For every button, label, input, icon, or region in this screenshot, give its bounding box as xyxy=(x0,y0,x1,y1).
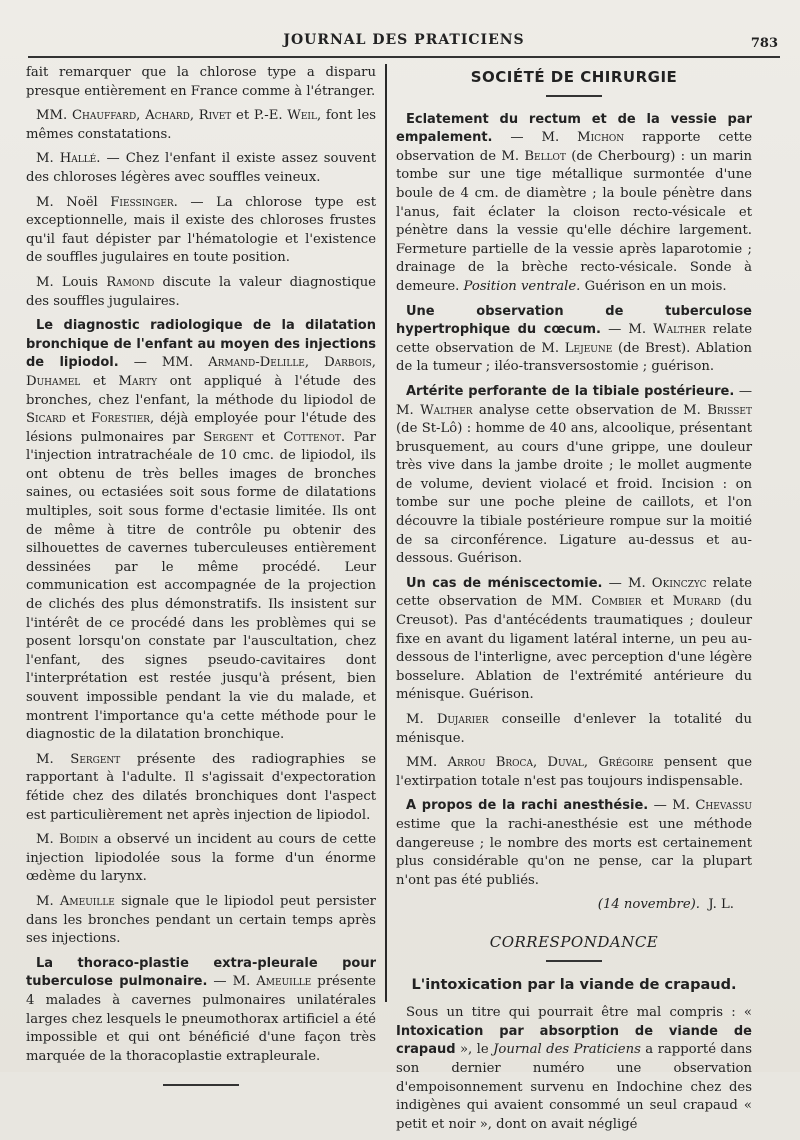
right-column xyxy=(396,64,752,1140)
article-arterite: Artérite perforante de la tibiale postérieure. — M. Walther analyse cette observation de M. Brisset (de St-Lô) : homme de 40 ans, alcoolique, présentant brusquement, au cours d'une grippe, une douleur très vive dans la jambe droite ; le mollet augmente de volume, devient violacé et froid. Incision : on tombe sur une poche pleine de caillots, et l'on découvre la tibiale postérieure rompue sur la moitié de sa circonférence. Ligature au-dessus et au-dessous. Guérison. xyxy=(396,383,753,567)
article-rachi: A propos de la rachi anesthésie. — M. Chevassu estime que la rachi-anesthésie est une méthode dangereuse ; le nombre des morts est certainement plus considérable qu'on ne pense, car la plupart n'ont pas été publiés. xyxy=(396,798,752,888)
journal-title: JOURNAL DES PRATICIENS xyxy=(283,32,525,48)
article-heading: La thoraco-plastie extra-pleurale pour tuberculose pulmonaire. xyxy=(26,955,376,990)
paragraph: M. Boidin a observé un incident au cours de cette injection lipiodolée sous la forme d'un énorme œdème du larynx. xyxy=(26,832,376,885)
section-rule xyxy=(546,960,602,962)
article-thoracoplastie: La thoraco-plastie extra-pleurale pour tuberculose pulmonaire. — M. Ameuille présente 4 malades à cavernes pulmonaires unilatérales larges chez lesquels le pneumothorax artificiel a été impossible et qui ont bénéficié d'une façon très marquée de la thoracoplastie extrapleurale. xyxy=(26,955,376,1064)
article-eclatement: Eclatement du rectum et de la vessie par empalement. — M. Michon rapporte cette observation de M. Bellot (de Cherbourg) : un marin tombe sur une tige métallique surmontée d'une boule de 4 cm. de diamètre ; la boule pénètre dans l'anus, fait éclater la cloison recto-vésicale et pénètre dans la vessie qu'elle déchire largement. Fermeture partielle de la vessie après laparotomie ; drainage de la brèche recto-vésicale. Sonde à demeure. Position ventrale. Guérison en un mois. xyxy=(396,111,752,294)
paragraph: Sous un titre qui pourrait être mal compris : « Intoxication par absorption de viande de crapaud », le Journal des Praticiens a rapporté dans son dernier numéro une observation d'empoisonnement survenu en Indochine chez des indigènes qui avaient consommé un seul crapaud « petit et noir », dont on avait négligé xyxy=(396,1005,752,1132)
article-heading: A propos de la rachi anesthésie. xyxy=(406,798,649,814)
paragraph: M. Hallé. — Chez l'enfant il existe assez souvent des chloroses légères avec souffles veineux. xyxy=(26,151,377,185)
paragraph: M. Louis Ramond discute la valeur diagnostique des souffles jugulaires. xyxy=(26,274,376,309)
article-heading: Le diagnostic radiologique de la dilatation bronchique de l'enfant au moyen des injections de lipiodol. xyxy=(26,318,376,371)
article-meniscectomie: Un cas de méniscectomie. — M. Okinczyc relate cette observation de MM. Combier et Murard (du Creusot). Pas d'antécédents traumatiques ; douleur fixe en avant du ligament latéral interne, un peu au-dessous de l'interligne, avec perception d'une légère bosselure. Ablation de l'extrémité antérieure du ménisque. Guérison. xyxy=(396,575,753,703)
correspondance-subtitle: L'intoxication par la viande de crapaud. xyxy=(411,976,737,993)
article-heading: Artérite perforante de la tibiale postérieure. xyxy=(406,383,735,399)
paragraph: fait remarquer que la chlorose type a disparu presque entièrement en France comme à l'étranger. xyxy=(26,65,376,99)
section-title: SOCIÉTÉ DE CHIRURGIE xyxy=(470,68,678,86)
report-signature: (14 novembre). J. L. xyxy=(597,897,734,913)
column-divider xyxy=(385,64,387,1002)
paragraph: MM. Arrou Broca, Duval, Grégoire pensent que l'extirpation totale n'est pas toujours indispensable. xyxy=(396,755,753,789)
paragraph: M. Sergent présente des radiographies se rapportant à l'adulte. Il s'agissait d'expectoration fétide chez des dilatés bronchiques dont l'aspect est particulièrement net après injection de lipiodol. xyxy=(26,751,377,823)
page-number: 783 xyxy=(750,36,778,51)
article-heading: Un cas de méniscectomie. xyxy=(406,575,603,591)
end-rule xyxy=(163,1084,239,1086)
page-header xyxy=(28,30,780,58)
left-column xyxy=(26,64,376,1086)
section-rule xyxy=(546,95,602,97)
paragraph: M. Noël Fiessinger. — La chlorose type est exceptionnelle, mais il existe des chloroses frustes qu'il faut dépister par l'hématologie et l'existence de souffles jugulaires en toute position. xyxy=(26,194,376,266)
article-tuberculose: Une observation de tuberculose hypertrophique du cœcum. — M. Walther relate cette observation de M. Lejeune (de Brest). Ablation de la tumeur ; iléo-transversostomie ; guérison. xyxy=(396,303,752,375)
paragraph: M. Ameuille signale que le lipiodol peut persister dans les bronches pendant un certain temps après ses injections. xyxy=(26,893,376,947)
paragraph: MM. Chauffard, Achard, Rivet et P.-E. Weil, font les mêmes constatations. xyxy=(26,108,377,142)
article-lipiodol: Le diagnostic radiologique de la dilatation bronchique de l'enfant au moyen des injections de lipiodol. — MM. Armand-Delille, Darbois, Duhamel et Marty ont appliqué à l'étude des bronches, chez l'enfant, la méthode du lipiodol de Sicard et Forestier, déjà employée pour l'étude des lésions pulmonaires par Sergent et Cottenot. Par l'injection intratrachéale de 10 cmc. de lipiodol, ils ont obtenu de très belles images de bronches saines, ou ectasiées soit sous forme de dilatations multiples, soit sous forme d'ectasie limitée. Ils ont de même à titre de contrôle pu obtenir des silhouettes de cavernes tuberculeuses entièrement dessinées par le même procédé. Leur communication est accompagnée de la projection de clichés des plus démonstratifs. Ils insistent sur l'intérêt de ce procédé dans les problèmes qui se posent lorsqu'on constate par l'auscultation, chez l'enfant, des signes pseudo-cavitaires dont l'interprétation est restée jusqu'à présent, bien souvent impossible pendant la vie du malade, et montrent l'importance qu'a cette méthode pour le diagnostic de la dilatation bronchique. xyxy=(26,318,376,743)
correspondance-title: CORRESPONDANCE xyxy=(489,932,659,951)
paragraph: M. Dujarier conseille d'enlever la totalité du ménisque. xyxy=(396,712,752,746)
article-heading: Eclatement du rectum et de la vessie par empalement. xyxy=(396,111,752,146)
article-heading: Une observation de tuberculose hypertrophique du cœcum. xyxy=(396,303,752,338)
